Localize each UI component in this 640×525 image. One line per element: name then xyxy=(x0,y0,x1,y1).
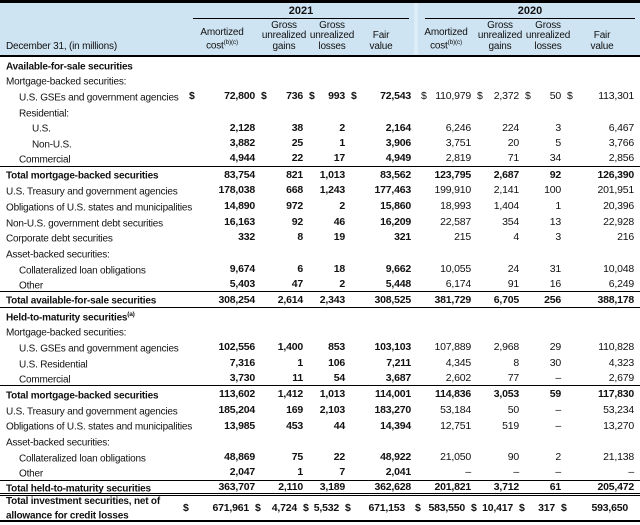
row-label: Total mortgage-backed securities xyxy=(6,390,159,402)
cell-amortized-cost-2021: 308,254 xyxy=(218,293,255,306)
cell-fair-value-2020: 2,856 xyxy=(608,152,634,165)
cell-fair-value-2020: 22,928 xyxy=(603,215,634,228)
dollar-sign: $ xyxy=(261,90,267,103)
cell-gross-unrealized-losses-2021: 1,243 xyxy=(319,184,345,197)
cell-gross-unrealized-gains-2021: 92 xyxy=(291,215,303,228)
cell-gross-unrealized-gains-2020: 3,053 xyxy=(493,388,519,401)
cell-gross-unrealized-losses-2021: 19 xyxy=(333,231,345,244)
table-body xyxy=(0,57,640,522)
cell-amortized-cost-2021: 48,869 xyxy=(224,451,255,464)
cell-fair-value-2021: 308,525 xyxy=(374,293,411,306)
cell-gross-unrealized-gains-2021: 25 xyxy=(291,137,303,150)
cell-fair-value-2020: 21,138 xyxy=(603,451,634,464)
cell-amortized-cost-2020: 2,819 xyxy=(445,152,471,165)
cell-gross-unrealized-gains-2021: 2,110 xyxy=(278,480,303,493)
cell-gross-unrealized-losses-2021: 18 xyxy=(333,262,345,275)
cell-gross-unrealized-gains-2021: 2,614 xyxy=(277,293,303,306)
row-label: U.S. GSEs and government agencies xyxy=(19,343,179,355)
row-label: Collateralized loan obligations xyxy=(19,453,146,465)
table-row xyxy=(0,214,640,230)
cell-amortized-cost-2021: 185,204 xyxy=(218,403,255,416)
col-header-fair-value: Fair value xyxy=(590,30,614,52)
cell-gross-unrealized-gains-2021: 6 xyxy=(297,262,303,275)
row-axis-label: December 31, (in millions) xyxy=(6,41,117,52)
row-label: U.S. xyxy=(32,123,51,135)
year-group-2020 xyxy=(418,3,640,55)
table-row xyxy=(0,88,640,104)
cell-gross-unrealized-gains-2021: $ 4,724 xyxy=(255,502,297,515)
cell-fair-value-2021: 15,860 xyxy=(380,200,411,213)
cell-gross-unrealized-losses-2020: 29 xyxy=(549,341,561,354)
cell-fair-value-2021: 83,562 xyxy=(380,168,411,181)
dollar-sign: $ xyxy=(351,90,357,103)
table-row xyxy=(0,465,640,481)
col-header-gross-unrealized-losses: Gross unrealized losses xyxy=(525,19,571,52)
dollar-sign: $ xyxy=(567,90,573,103)
cell-gross-unrealized-losses-2020: $ 317 xyxy=(519,502,555,515)
cell-amortized-cost-2020: 201,821 xyxy=(434,480,471,493)
table-row xyxy=(0,418,640,434)
cell-gross-unrealized-gains-2020: 71 xyxy=(507,152,519,165)
cell-gross-unrealized-gains-2021: 1,412 xyxy=(277,388,303,401)
row-label: U.S. GSEs and government agencies xyxy=(19,92,179,104)
table-row xyxy=(0,386,640,402)
cell-amortized-cost-2020: 199,910 xyxy=(434,184,471,197)
cell-fair-value-2020: 13,270 xyxy=(603,419,634,432)
cell-gross-unrealized-losses-2021: 3,189 xyxy=(319,480,345,493)
cell-gross-unrealized-gains-2020: 77 xyxy=(507,372,519,385)
cell-fair-value-2020: 117,830 xyxy=(598,388,634,401)
cell-amortized-cost-2020: 4,345 xyxy=(445,356,471,369)
cell-gross-unrealized-gains-2020: $ 2,372 xyxy=(477,90,519,103)
cell-gross-unrealized-gains-2021: 47 xyxy=(291,277,303,290)
cell-gross-unrealized-losses-2020: 13 xyxy=(549,215,561,228)
cell-gross-unrealized-gains-2020: 90 xyxy=(507,451,519,464)
cell-gross-unrealized-gains-2020: $ 10,417 xyxy=(471,502,513,515)
cell-gross-unrealized-losses-2021: $ 5,532 xyxy=(303,502,339,515)
table-row xyxy=(0,371,640,387)
cell-gross-unrealized-gains-2020: 6,705 xyxy=(493,293,519,306)
cell-gross-unrealized-losses-2021: 2,343 xyxy=(319,293,345,306)
cell-gross-unrealized-gains-2020: 24 xyxy=(507,262,519,275)
cell-fair-value-2021: 321 xyxy=(394,231,411,244)
row-label: Asset-backed securities: xyxy=(6,249,110,261)
row-label: Commercial xyxy=(19,154,71,166)
table-row xyxy=(0,292,640,308)
col-header-amortized-cost: Amortized cost$^{(b)(c)}$ xyxy=(424,26,468,52)
cell-gross-unrealized-gains-2021: 75 xyxy=(291,451,303,464)
table-header xyxy=(0,0,640,57)
cell-fair-value-2020: 10,048 xyxy=(603,262,634,275)
cell-gross-unrealized-gains-2021: 1 xyxy=(297,356,303,369)
row-label: Corporate debt securities xyxy=(6,233,113,245)
col-header-gross-unrealized-gains: Gross unrealized gains xyxy=(477,19,523,52)
cell-fair-value-2020: 388,178 xyxy=(597,293,634,306)
cell-gross-unrealized-gains-2021: 821 xyxy=(286,168,303,181)
cell-amortized-cost-2020: 381,729 xyxy=(434,293,471,306)
cell-gross-unrealized-losses-2021: 7 xyxy=(339,466,345,479)
cell-amortized-cost-2021: 13,985 xyxy=(224,419,255,432)
row-label: Mortgage-backed securities: xyxy=(6,327,127,339)
cell-gross-unrealized-losses-2020: – xyxy=(555,466,561,479)
cell-amortized-cost-2021: 3,730 xyxy=(229,372,255,385)
cell-fair-value-2020: 126,390 xyxy=(597,168,634,181)
dollar-sign: $ xyxy=(561,502,567,515)
year-group-2021 xyxy=(186,3,414,55)
cell-gross-unrealized-losses-2020: 256 xyxy=(544,293,561,306)
year-underline-2020 xyxy=(425,4,635,19)
row-label: U.S. Treasury and government agencies xyxy=(6,406,178,418)
cell-gross-unrealized-gains-2021: 11 xyxy=(292,372,303,385)
cell-amortized-cost-2020: 22,587 xyxy=(440,215,471,228)
cell-amortized-cost-2021: 2,047 xyxy=(229,466,255,479)
cell-gross-unrealized-gains-2020: 519 xyxy=(502,419,519,432)
cell-amortized-cost-2021: 9,674 xyxy=(229,262,255,275)
cell-gross-unrealized-gains-2021: 38 xyxy=(291,121,303,134)
cell-fair-value-2021: 48,922 xyxy=(380,451,411,464)
cell-gross-unrealized-gains-2020: 20 xyxy=(507,137,519,150)
cell-gross-unrealized-losses-2020: 3 xyxy=(555,231,561,244)
cell-gross-unrealized-losses-2020: 30 xyxy=(549,356,561,369)
cell-amortized-cost-2021: 178,038 xyxy=(218,184,255,197)
cell-fair-value-2021: 2,041 xyxy=(385,466,411,479)
column-headers-2020 xyxy=(418,19,640,55)
cell-fair-value-2021: 183,270 xyxy=(374,403,411,416)
table-row xyxy=(0,449,640,465)
cell-gross-unrealized-gains-2020: 2,968 xyxy=(493,341,519,354)
dollar-sign: $ xyxy=(303,502,309,515)
cell-fair-value-2020: 2,679 xyxy=(608,372,634,385)
cell-gross-unrealized-gains-2020: 91 xyxy=(507,277,519,290)
table-row xyxy=(0,277,640,293)
cell-amortized-cost-2020: – xyxy=(465,466,471,479)
cell-gross-unrealized-losses-2021: 46 xyxy=(333,215,345,228)
cell-gross-unrealized-gains-2020: 2,141 xyxy=(493,184,519,197)
cell-gross-unrealized-losses-2021: 1 xyxy=(339,137,345,150)
row-label: Total mortgage-backed securities xyxy=(6,170,159,182)
row-label: Obligations of U.S. states and municipalities xyxy=(6,202,193,214)
cell-gross-unrealized-losses-2021: 2,103 xyxy=(319,403,345,416)
dollar-sign: $ xyxy=(415,502,421,515)
cell-amortized-cost-2020: 114,836 xyxy=(435,388,471,401)
row-label: Residential: xyxy=(19,108,69,120)
dollar-sign: $ xyxy=(309,90,315,103)
col-header-fair-value: Fair value xyxy=(369,30,393,52)
cell-gross-unrealized-losses-2021: 106 xyxy=(328,356,345,369)
row-label: Collateralized loan obligations xyxy=(19,264,146,276)
table-row xyxy=(0,434,640,450)
cell-amortized-cost-2021: 4,944 xyxy=(229,152,255,165)
table-row xyxy=(0,308,640,324)
cell-gross-unrealized-gains-2021: 668 xyxy=(286,184,303,197)
row-label: Held-to-maturity securities$^{(a)}$ xyxy=(6,310,135,323)
cell-fair-value-2021: 3,687 xyxy=(385,372,411,385)
cell-amortized-cost-2020: 12,751 xyxy=(440,419,471,432)
dollar-sign: $ xyxy=(255,502,261,515)
cell-gross-unrealized-losses-2020: 92 xyxy=(549,168,561,181)
cell-fair-value-2020: 216 xyxy=(617,231,634,244)
cell-amortized-cost-2021: 363,707 xyxy=(218,480,255,493)
year-underline-2021 xyxy=(193,4,409,19)
cell-fair-value-2020: 4,323 xyxy=(608,356,634,369)
cell-gross-unrealized-losses-2020: 3 xyxy=(555,121,561,134)
cell-amortized-cost-2020: $ 583,550 xyxy=(415,502,465,515)
cell-amortized-cost-2021: 102,556 xyxy=(218,341,255,354)
cell-gross-unrealized-losses-2020: 31 xyxy=(549,262,561,275)
cell-amortized-cost-2021: 2,128 xyxy=(229,121,255,134)
cell-gross-unrealized-losses-2020: 34 xyxy=(549,152,561,165)
cell-amortized-cost-2020: 6,246 xyxy=(445,121,471,134)
table-row xyxy=(0,245,640,261)
table-row xyxy=(0,151,640,167)
col-header-gross-unrealized-losses: Gross unrealized losses xyxy=(309,19,355,52)
row-label: Total held-to-maturity securities xyxy=(6,483,151,495)
row-label: U.S. Treasury and government agencies xyxy=(6,186,178,198)
dollar-sign: $ xyxy=(525,90,531,103)
cell-gross-unrealized-losses-2020: $ 50 xyxy=(525,90,561,103)
cell-fair-value-2021: 177,463 xyxy=(374,184,411,197)
cell-fair-value-2021: $ 72,543 xyxy=(351,90,411,103)
cell-gross-unrealized-losses-2021: 2 xyxy=(339,200,345,213)
cell-gross-unrealized-losses-2021: 1,013 xyxy=(319,388,345,401)
cell-amortized-cost-2021: 14,890 xyxy=(224,200,255,213)
cell-gross-unrealized-losses-2020: 59 xyxy=(549,388,561,401)
cell-gross-unrealized-losses-2021: 2 xyxy=(339,277,345,290)
cell-amortized-cost-2021: $ 671,961 xyxy=(183,502,249,515)
cell-amortized-cost-2021: 113,602 xyxy=(219,388,255,401)
row-label: Other xyxy=(19,280,44,292)
row-label: Non-U.S. xyxy=(32,139,72,151)
cell-amortized-cost-2020: 10,055 xyxy=(440,262,471,275)
cell-fair-value-2020: – xyxy=(628,466,634,479)
cell-fair-value-2020: 6,249 xyxy=(608,277,634,290)
cell-gross-unrealized-gains-2020: – xyxy=(513,466,519,479)
cell-gross-unrealized-losses-2020: – xyxy=(555,403,561,416)
cell-gross-unrealized-gains-2020: 2,687 xyxy=(493,168,519,181)
row-label: Available-for-sale securities xyxy=(6,61,133,72)
table-row xyxy=(0,496,640,522)
table-row xyxy=(0,183,640,199)
cell-gross-unrealized-gains-2021: 972 xyxy=(286,200,303,213)
cell-gross-unrealized-losses-2020: – xyxy=(555,419,561,432)
dollar-sign: $ xyxy=(421,90,427,103)
row-label: Other xyxy=(19,468,44,480)
row-label: Asset-backed securities: xyxy=(6,437,110,449)
cell-fair-value-2021: 103,103 xyxy=(374,341,411,354)
cell-fair-value-2020: 110,828 xyxy=(598,341,634,354)
cell-fair-value-2021: 7,211 xyxy=(386,356,411,369)
cell-gross-unrealized-gains-2021: 453 xyxy=(286,419,303,432)
dollar-sign: $ xyxy=(183,502,189,515)
cell-amortized-cost-2021: 83,754 xyxy=(224,168,255,181)
dollar-sign: $ xyxy=(519,502,525,515)
cell-fair-value-2021: 16,209 xyxy=(380,215,411,228)
cell-amortized-cost-2021: 7,316 xyxy=(229,356,255,369)
cell-amortized-cost-2020: 53,184 xyxy=(440,403,471,416)
cell-amortized-cost-2020: 21,050 xyxy=(440,451,471,464)
col-header-gross-unrealized-gains: Gross unrealized gains xyxy=(261,19,307,52)
cell-fair-value-2020: 3,766 xyxy=(608,137,634,150)
row-label: Non-U.S. government debt securities xyxy=(6,217,163,229)
cell-fair-value-2020: 6,467 xyxy=(608,121,634,134)
column-headers-2021 xyxy=(186,19,414,55)
col-header-amortized-cost: Amortized cost$^{(b)(c)}$ xyxy=(200,26,244,52)
cell-amortized-cost-2021: $ 72,800 xyxy=(189,90,255,103)
row-label: Obligations of U.S. states and municipalities xyxy=(6,421,193,433)
cell-amortized-cost-2021: 5,403 xyxy=(229,277,255,290)
cell-gross-unrealized-gains-2021: $ 736 xyxy=(261,90,303,103)
cell-gross-unrealized-losses-2021: 1,013 xyxy=(319,168,345,181)
cell-fair-value-2021: 4,949 xyxy=(385,152,411,165)
cell-fair-value-2021: 2,164 xyxy=(385,121,411,134)
cell-gross-unrealized-gains-2021: 22 xyxy=(291,152,303,165)
cell-gross-unrealized-losses-2021: $ 993 xyxy=(309,90,345,103)
cell-fair-value-2020: 20,396 xyxy=(603,200,634,213)
cell-gross-unrealized-losses-2020: 2 xyxy=(555,451,561,464)
cell-fair-value-2021: $ 671,153 xyxy=(345,502,405,515)
table-row xyxy=(0,198,640,214)
cell-gross-unrealized-gains-2020: 4 xyxy=(513,231,519,244)
table-row xyxy=(0,324,640,340)
cell-gross-unrealized-gains-2020: 1,404 xyxy=(493,200,519,213)
cell-amortized-cost-2020: 2,602 xyxy=(445,372,471,385)
cell-fair-value-2020: $ 113,301 xyxy=(567,90,634,103)
cell-amortized-cost-2020: 3,751 xyxy=(445,137,471,150)
row-label: Total investment securities, net of allowance for credit losses xyxy=(6,495,160,521)
cell-fair-value-2020: 201,951 xyxy=(597,184,634,197)
cell-amortized-cost-2020: 123,795 xyxy=(434,168,471,181)
cell-amortized-cost-2021: 16,163 xyxy=(224,215,255,228)
cell-gross-unrealized-gains-2020: 354 xyxy=(502,215,519,228)
table-row xyxy=(0,230,640,246)
table-row xyxy=(0,73,640,89)
row-label: Mortgage-backed securities: xyxy=(6,76,127,88)
row-label: Commercial xyxy=(19,374,71,386)
dollar-sign: $ xyxy=(345,502,351,515)
cell-gross-unrealized-gains-2021: 1,400 xyxy=(277,341,303,354)
cell-amortized-cost-2021: 3,882 xyxy=(229,137,255,150)
table-row xyxy=(0,104,640,120)
cell-gross-unrealized-gains-2020: 3,712 xyxy=(493,480,519,493)
cell-gross-unrealized-losses-2021: 54 xyxy=(333,372,345,385)
table-row xyxy=(0,135,640,151)
cell-fair-value-2020: $ 593,650 xyxy=(561,502,628,515)
row-label: U.S. Residential xyxy=(19,359,88,371)
dollar-sign: $ xyxy=(477,90,483,103)
table-row xyxy=(0,402,640,418)
cell-gross-unrealized-gains-2021: 169 xyxy=(286,403,303,416)
cell-gross-unrealized-losses-2021: 2 xyxy=(339,121,345,134)
cell-amortized-cost-2020: 107,889 xyxy=(434,341,471,354)
cell-gross-unrealized-gains-2020: 8 xyxy=(513,356,519,369)
cell-gross-unrealized-losses-2021: 17 xyxy=(333,152,345,165)
cell-amortized-cost-2020: 18,993 xyxy=(440,200,471,213)
cell-gross-unrealized-losses-2021: 22 xyxy=(333,451,345,464)
cell-gross-unrealized-losses-2020: 16 xyxy=(549,277,561,290)
cell-gross-unrealized-losses-2020: 61 xyxy=(549,480,561,493)
cell-fair-value-2021: 5,448 xyxy=(385,277,411,290)
cell-amortized-cost-2020: 215 xyxy=(454,231,471,244)
table-row xyxy=(0,355,640,371)
dollar-sign: $ xyxy=(189,90,195,103)
cell-gross-unrealized-losses-2020: 100 xyxy=(544,184,561,197)
table-row xyxy=(0,167,640,183)
year-label-2021: 2021 xyxy=(288,5,314,17)
cell-gross-unrealized-losses-2021: 44 xyxy=(333,419,345,432)
year-label-2020: 2020 xyxy=(517,5,543,17)
cell-fair-value-2021: 9,662 xyxy=(385,262,411,275)
row-label: Total available-for-sale securities xyxy=(6,295,157,307)
cell-fair-value-2021: 114,001 xyxy=(375,388,411,401)
cell-gross-unrealized-gains-2020: 50 xyxy=(507,403,519,416)
cell-gross-unrealized-losses-2020: 1 xyxy=(555,200,561,213)
cell-fair-value-2020: 205,472 xyxy=(597,480,634,493)
cell-gross-unrealized-losses-2020: 5 xyxy=(555,137,561,150)
cell-gross-unrealized-losses-2020: – xyxy=(555,372,561,385)
cell-amortized-cost-2021: 332 xyxy=(238,231,255,244)
cell-fair-value-2021: 14,394 xyxy=(380,419,411,432)
table-row xyxy=(0,57,640,73)
cell-fair-value-2021: 3,906 xyxy=(385,137,411,150)
cell-amortized-cost-2020: 6,174 xyxy=(445,277,471,290)
cell-gross-unrealized-losses-2021: 853 xyxy=(328,341,345,354)
cell-fair-value-2021: 362,628 xyxy=(374,480,411,493)
dollar-sign: $ xyxy=(471,502,477,515)
table-row xyxy=(0,481,640,497)
table-row xyxy=(0,261,640,277)
cell-gross-unrealized-gains-2021: 1 xyxy=(297,466,303,479)
cell-gross-unrealized-gains-2021: 8 xyxy=(297,231,303,244)
table-row xyxy=(0,339,640,355)
cell-gross-unrealized-gains-2020: 224 xyxy=(502,121,519,134)
cell-amortized-cost-2020: $ 110,979 xyxy=(421,90,471,103)
cell-fair-value-2020: 53,234 xyxy=(603,403,634,416)
table-row xyxy=(0,120,640,136)
